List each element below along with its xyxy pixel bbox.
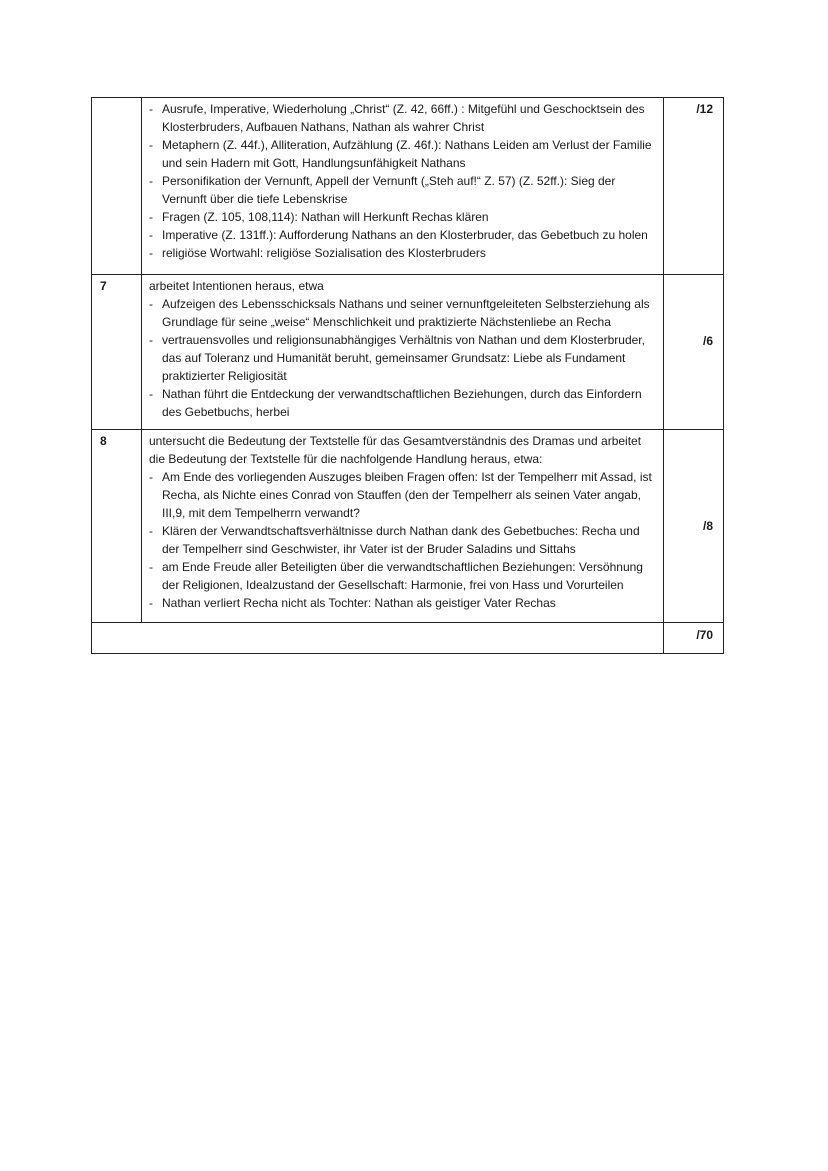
list-item: - Am Ende des vorliegenden Auszuges bleiben Fragen offen: Ist der Tempelherr mit Assad, ist Recha, als Nichte eines Conrad von Stauffen (den der Tempelherr als seinen Vater angab, III,9, mit dem Tempelherrn verwandt?	[149, 468, 657, 522]
task-number: 8	[92, 430, 142, 623]
task-description	[142, 430, 664, 623]
list-item: - vertrauensvolles und religionsunabhängiges Verhältnis von Nathan und dem Klosterbruder, das auf Toleranz und Humanität beruht, gemeinsamer Grundsatz: Liebe als Fundament praktizierter Religiosität	[149, 331, 657, 385]
list-item: - religiöse Wortwahl: religiöse Sozialisation des Klosterbruders	[149, 244, 657, 262]
points-label: /12	[696, 102, 713, 116]
list-item: - Imperative (Z. 131ff.): Aufforderung Nathans an den Klosterbruder, das Gebetbuch zu holen	[149, 226, 657, 244]
task-description	[142, 275, 664, 430]
list-item: - Aufzeigen des Lebensschicksals Nathans und seiner vernunftgeleiteten Selbsterziehung als Grundlage für seine „weise“ Menschlichkeit und praktizierte Nächstenliebe an Recha	[149, 295, 657, 331]
total-points: /70	[696, 628, 713, 642]
table-row	[92, 98, 724, 275]
table-row	[92, 275, 724, 430]
points-label: /8	[702, 519, 713, 533]
list-item: - Metaphern (Z. 44f.), Alliteration, Aufzählung (Z. 46f.): Nathans Leiden am Verlust der Familie und sein Hadern mit Gott, Handlungsunfähigkeit Nathans	[149, 136, 657, 172]
list-item: - Ausrufe, Imperative, Wiederholung „Christ“ (Z. 42, 66ff.) : Mitgefühl und Geschocktsein des Klosterbruders, Aufbauen Nathans, Nathan als wahrer Christ	[149, 100, 657, 136]
grading-table	[91, 97, 724, 654]
points-cell	[664, 275, 724, 430]
total-row	[92, 623, 724, 654]
list-item: - Personifikation der Vernunft, Appell der Vernunft („Steh auf!“ Z. 57) (Z. 52ff.): Sieg der Vernunft über die tiefe Lebenskrise	[149, 172, 657, 208]
points-label: /6	[702, 334, 713, 348]
list-item: - Fragen (Z. 105, 108,114): Nathan will Herkunft Rechas klären	[149, 208, 657, 226]
criteria-list	[149, 295, 657, 421]
points-cell	[664, 430, 724, 623]
task-description	[142, 98, 664, 275]
total-points-cell	[664, 623, 724, 654]
criteria-list	[149, 468, 657, 612]
task-intro: arbeitet Intentionen heraus, etwa	[149, 279, 324, 293]
task-intro: untersucht die Bedeutung der Textstelle für das Gesamtverständnis des Dramas und arbeitet die Bedeutung der Textstelle für die nachfolgende Handlung heraus, etwa:	[149, 434, 642, 466]
total-label-cell	[92, 623, 664, 654]
task-number	[92, 98, 142, 275]
list-item: - Klären der Verwandtschaftsverhältnisse durch Nathan dank des Gebetbuches: Recha und der Tempelherr sind Geschwister, ihr Vater ist der Bruder Saladins und Sittahs	[149, 522, 657, 558]
list-item: - am Ende Freude aller Beteiligten über die verwandtschaftlichen Beziehungen: Versöhnung der Religionen, Idealzustand der Gesellschaft: Harmonie, frei von Hass und Vorurteilen	[149, 558, 657, 594]
points-cell	[664, 98, 724, 275]
criteria-list	[149, 100, 657, 262]
task-number: 7	[92, 275, 142, 430]
table-row	[92, 430, 724, 623]
list-item: - Nathan führt die Entdeckung der verwandtschaftlichen Beziehungen, durch das Einfordern des Gebetbuchs, herbei	[149, 385, 657, 421]
list-item: - Nathan verliert Recha nicht als Tochter: Nathan als geistiger Vater Rechas	[149, 594, 657, 612]
